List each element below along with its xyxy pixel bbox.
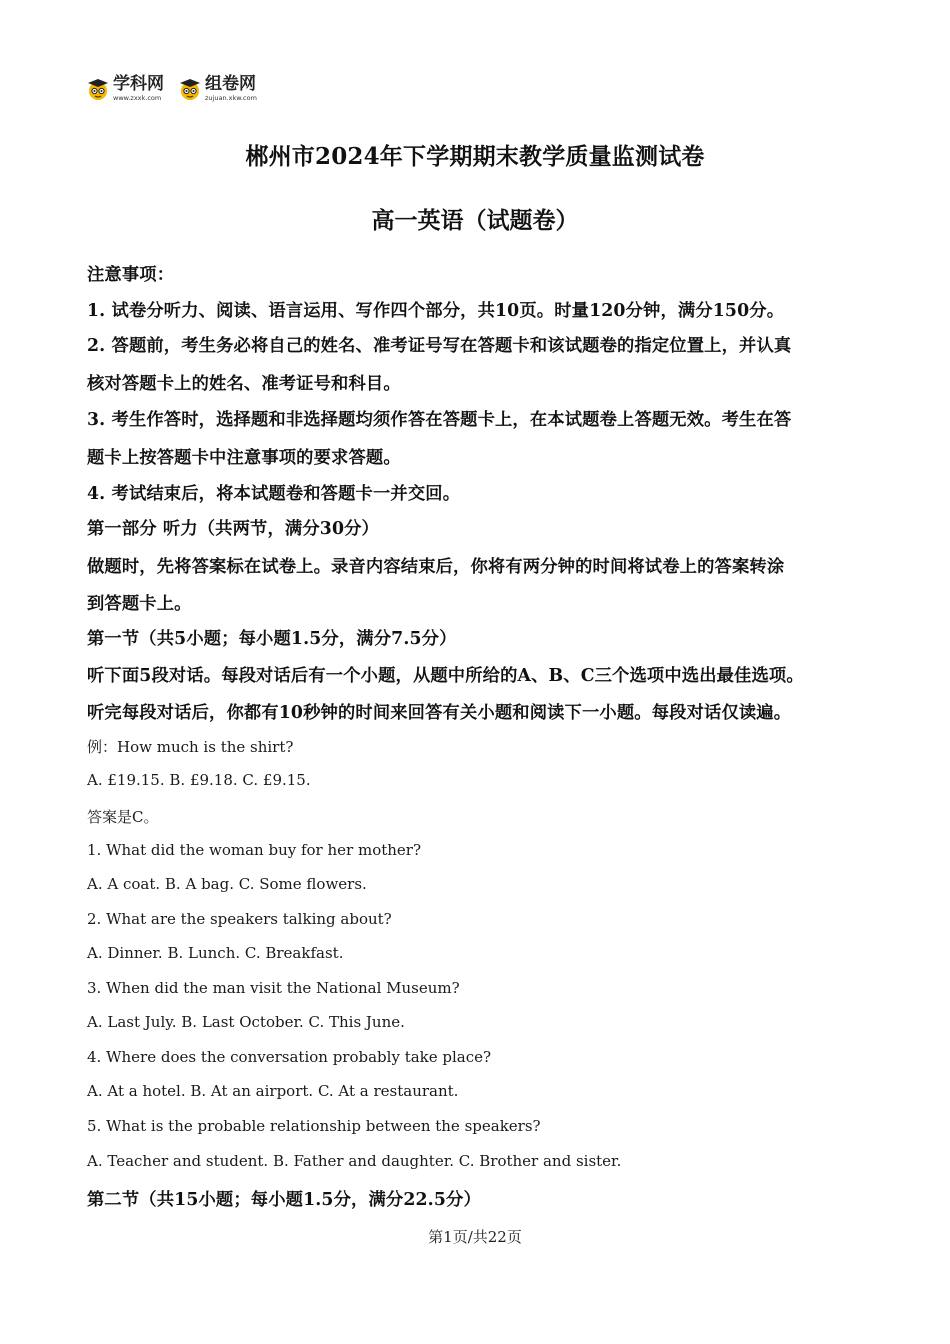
logo2-url: zujuan.xkw.com: [205, 94, 257, 103]
question-1: 1. What did the woman buy for her mother?: [87, 841, 421, 859]
note-item-1: 1. 试卷分听力、阅读、语言运用、写作四个部分，共10页。时量120分钟，满分150分。: [87, 301, 785, 321]
note-item-4: 4. 考试结束后，将本试题卷和答题卡一并交回。: [87, 484, 461, 504]
question-4-options: A. At a hotel. B. At an airport. C. At a restaurant.: [87, 1082, 459, 1100]
section1-instruction-line2: 听完每段对话后，你都有10秒钟的时间来回答有关小题和阅读下一小题。每段对话仅读遍。: [87, 703, 792, 723]
question-3-options: A. Last July. B. Last October. C. This June.: [87, 1013, 405, 1031]
zujuan-logo: [178, 76, 257, 102]
logo1-url: www.zxxk.com: [113, 94, 162, 103]
question-5: 5. What is the probable relationship between the speakers?: [87, 1117, 541, 1135]
mascot-icon: [86, 77, 110, 101]
example-question: 例：How much is the shirt?: [87, 738, 294, 756]
page-footer: 第1页/共22页: [428, 1228, 522, 1246]
note-item-3-line1: 3. 考生作答时，选择题和非选择题均须作答在答题卡上，在本试题卷上答题无效。考生在答: [87, 410, 792, 430]
question-5-options: A. Teacher and student. B. Father and daughter. C. Brother and sister.: [87, 1152, 622, 1170]
part1-instruction-line1: 做题时，先将答案标在试卷上。录音内容结束后，你将有两分钟的时间将试卷上的答案转涂: [87, 557, 785, 577]
example-options: A. £19.15. B. £9.18. C. £9.15.: [87, 771, 311, 789]
logo2-name: 组卷网: [205, 74, 256, 95]
logo1-name: 学科网: [113, 74, 164, 95]
part1-heading: 第一部分 听力（共两节，满分30分）: [87, 519, 379, 539]
question-4: 4. Where does the conversation probably take place?: [87, 1048, 492, 1066]
question-1-options: A. A coat. B. A bag. C. Some flowers.: [87, 875, 367, 893]
question-2: 2. What are the speakers talking about?: [87, 910, 392, 928]
note-item-3-line2: 题卡上按答题卡中注意事项的要求答题。: [87, 448, 401, 468]
exam-subtitle: 高一英语（试题卷）: [371, 207, 579, 234]
question-2-options: A. Dinner. B. Lunch. C. Breakfast.: [87, 944, 344, 962]
note-item-2-line2: 核对答题卡上的姓名、准考证号和科目。: [87, 374, 401, 394]
header-logos: [86, 72, 257, 106]
section2-heading: 第二节（共15小题；每小题1.5分，满分22.5分）: [87, 1190, 481, 1210]
mascot-icon: [178, 77, 202, 101]
example-answer: 答案是C。: [87, 808, 159, 826]
exam-title: 郴州市2024年下学期期末教学质量监测试卷: [245, 143, 705, 170]
question-3: 3. When did the man visit the National Museum?: [87, 979, 460, 997]
note-item-2-line1: 2. 答题前，考生务必将自己的姓名、准考证号写在答题卡和该试题卷的指定位置上，并认真: [87, 336, 792, 356]
notes-heading: 注意事项：: [87, 265, 175, 285]
section1-instruction-line1: 听下面5段对话。每段对话后有一个小题，从题中所给的A、B、C三个选项中选出最佳选项。: [87, 666, 804, 686]
part1-instruction-line2: 到答题卡上。: [87, 594, 192, 614]
section1-heading: 第一节（共5小题；每小题1.5分，满分7.5分）: [87, 629, 457, 649]
zxxk-logo: [86, 76, 164, 102]
